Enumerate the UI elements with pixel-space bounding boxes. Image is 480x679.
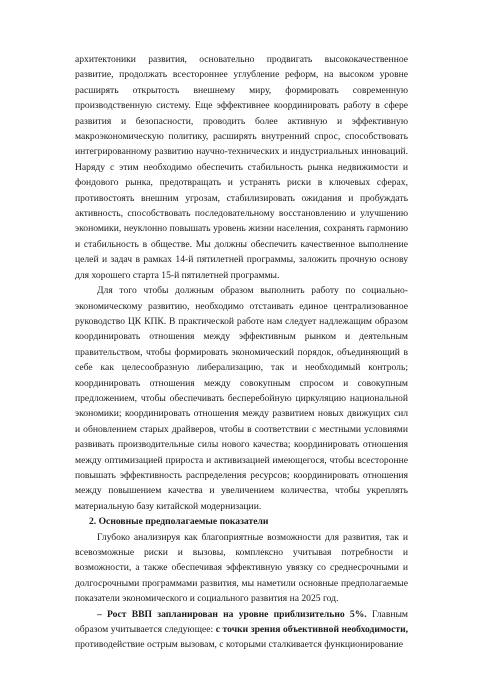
document-body xyxy=(75,52,408,653)
gdp-text-1: Главным образом учитывается следующее: xyxy=(75,608,408,636)
paragraph-gdp xyxy=(75,607,408,653)
paragraph-leadership: Для того чтобы должным образом выполнить работу по социально-экономическому развитию, необходимо отстаивать единое централизованное руководство ЦК КПК. В практической работе нам следует надлежащим образом координировать отношения между эффективным рынком и деятельным правительством, чтобы формировать экономический порядок, объединяющий в себе как целесообразную либерализацию, так и необходимый контроль; координировать отношения между совокупным спросом и совокупным предложением, чтобы обеспечивать бесперебойную циркуляцию национальной экономики; координировать отношения между развитием новых движущих сил и обновлением старых драйверов, чтобы в соответствии с местными условиями развивать производительные силы нового качества; координировать отношения между оптимизацией прироста и активизацией имеющегося, чтобы всесторонне повышать эффективность распределения ресурсов; координировать отношения между повышением качества и увеличением количества, чтобы укреплять материальную базу китайской модернизации. xyxy=(75,285,408,512)
objective-necessity-bold: с точки зрения объективной необходимости, xyxy=(215,624,408,636)
gdp-target-bold: – Рост ВВП запланирован на уровне приблизительно 5%. xyxy=(97,608,367,620)
gdp-text-2: противодействие острым вызовам, с которыми сталкивается функционирование xyxy=(75,639,403,651)
section-heading: 2. Основные предполагаемые показатели xyxy=(89,516,269,528)
paragraph-indicators: Глубоко анализируя как благоприятные возможности для развития, так и всевозможные риски и вызовы, комплексно учитывая потребности и возможности, а также обеспечивая эффективную увязку со среднесрочными и долгосрочными программами развития, мы наметили основные предполагаемые показатели экономического и социального развития на 2025 год. xyxy=(75,531,408,605)
paragraph-architecture: архитектоники развития, основательно продвигать высококачественное развитие, продолжать всестороннее углубление реформ, на высоком уровне расширять открытость внешнему миру, формировать современную производственную систему. Еще эффективнее координировать работу в сфере развития и безопасности, проводить более активную и эффективную макроэкономическую политику, расширять внутренний спрос, способствовать интегрированному развитию научно-технических и индустриальных инноваций. Наряду с этим необходимо обеспечить стабильность рынка недвижимости и фондового рынка, предотвращать и устранять риски в ключевых сферах, противостоять внешним угрозам, стабилизировать ожидания и пробуждать активность, способствовать последовательному восстановлению и улучшению экономики, неуклонно повышать уровень жизни населения, сохранять гармонию и стабильность в обществе. Мы должны обеспечить качественное выполнение целей и задач в рамках 14-й пятилетней программы, заложить прочную основу для хорошего старта 15-й пятилетней программы. xyxy=(75,54,408,281)
